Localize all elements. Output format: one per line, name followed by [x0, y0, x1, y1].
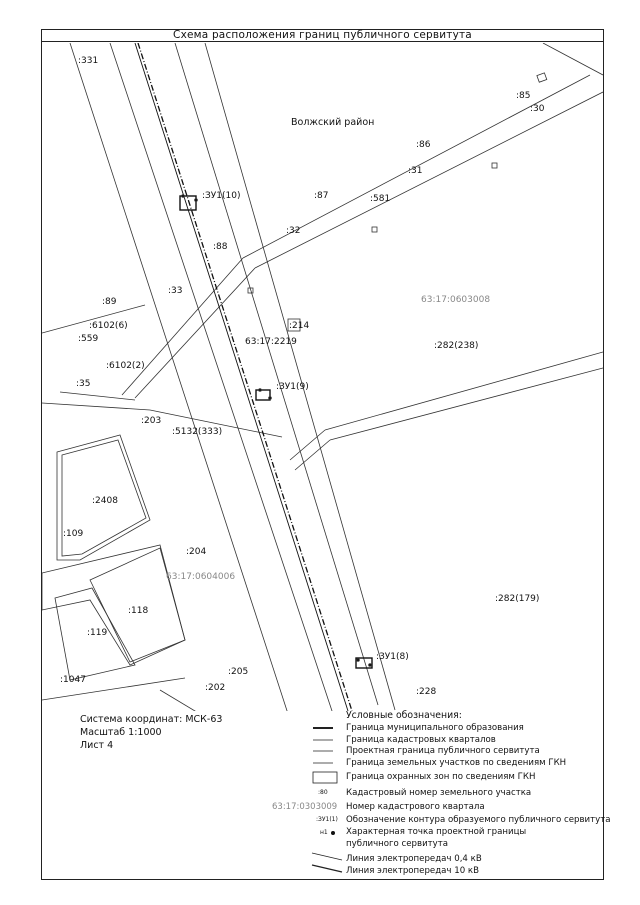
legend-item: Граница охранных зон по сведениям ГКН — [346, 772, 536, 782]
parcel-label: :86 — [416, 140, 431, 150]
legend-symbol-point — [331, 831, 335, 835]
road-edge-line — [330, 368, 603, 440]
parcel-label: :559 — [78, 334, 99, 344]
parcel-label: :1047 — [60, 675, 86, 685]
legend-symbol-power-line-04 — [312, 853, 342, 860]
parcel-label: :87 — [314, 191, 329, 201]
legend-item: Линия электропередач 0,4 кВ — [346, 854, 482, 864]
coord-system-text: Система координат: МСК-63 — [80, 714, 223, 725]
parcel-outline — [42, 545, 185, 665]
power-line-04kv — [135, 43, 348, 711]
parcel-label: :119 — [87, 628, 108, 638]
parcel-label: :6102(6) — [89, 321, 128, 331]
parcel-label: :2408 — [92, 496, 118, 506]
legend-heading: Условные обозначения: — [346, 710, 462, 721]
parcel-label: :31 — [408, 166, 423, 176]
protection-zone-marker — [492, 163, 497, 168]
parcel-label: :6102(2) — [106, 361, 145, 371]
scale-text: Масштаб 1:1000 — [80, 727, 162, 738]
servitude-label: :ЗУ1(9) — [276, 382, 309, 392]
parcel-boundary-line — [543, 43, 603, 75]
road-edge-line — [325, 352, 603, 430]
servitude-label: :ЗУ1(10) — [202, 191, 241, 201]
boundary-point — [195, 199, 198, 202]
parcel-label: :282(238) — [434, 341, 479, 351]
protection-zone-marker — [537, 73, 547, 82]
parcel-boundary-line — [205, 43, 395, 710]
parcel-label: :118 — [128, 606, 149, 616]
parcel-label: :282(179) — [495, 594, 540, 604]
sheet-number-text: Лист 4 — [80, 740, 114, 751]
legend-symbol-power-line-10 — [312, 865, 342, 872]
parcel-label: :205 — [228, 667, 249, 677]
parcel-label: :109 — [63, 529, 84, 539]
power-line-10kv — [138, 43, 352, 711]
legend-item: Линия электропередач 10 кВ — [346, 866, 479, 876]
boundary-point — [259, 389, 262, 392]
road-edge-line — [135, 268, 255, 398]
road-edge-line — [122, 258, 243, 395]
map-title: Схема расположения границ публичного сервитута — [41, 29, 604, 42]
parcel-label: :88 — [213, 242, 228, 252]
parcel-label: :35 — [76, 379, 91, 389]
parcel-boundary-line — [175, 43, 378, 705]
legend-item: Кадастровый номер земельного участка — [346, 788, 532, 798]
servitude-contour-zu9 — [256, 390, 270, 400]
boundary-point — [369, 664, 372, 667]
legend-item: Характерная точка проектной границы — [346, 827, 527, 837]
boundary-point — [182, 195, 185, 198]
legend-item: Проектная граница публичного сервитута — [346, 746, 540, 756]
road-edge-line — [295, 440, 330, 470]
parcel-boundary-line — [42, 403, 150, 410]
legend-sample-label: :80 — [318, 789, 328, 796]
legend-symbol-protection-zone — [313, 772, 337, 783]
boundary-point — [357, 659, 360, 662]
parcel-label: :89 — [102, 297, 117, 307]
building-outline — [90, 548, 185, 662]
parcel-label: :581 — [370, 194, 391, 204]
cadastral-quarter-label: 63:17:0604006 — [166, 572, 236, 582]
parcel-label: :214 — [289, 321, 310, 331]
district-label: Волжский район — [291, 117, 375, 128]
legend-item: Граница муниципального образования — [346, 723, 524, 733]
protection-zone-marker — [372, 227, 377, 232]
parcel-label: 63:17:2219 — [245, 337, 297, 347]
parcel-label: :203 — [141, 416, 162, 426]
legend-sample-label: :ЗУ1(1) — [316, 816, 338, 823]
legend-item: Обозначение контура образуемого публичного сервитута — [346, 815, 611, 825]
parcel-label: :32 — [286, 226, 301, 236]
legend-sample-label: 63:17:0303009 — [272, 802, 338, 812]
parcel-label: :85 — [516, 91, 531, 101]
parcel-label: :202 — [205, 683, 226, 693]
legend-item: Номер кадастрового квартала — [346, 802, 485, 812]
parcel-label: :30 — [530, 104, 545, 114]
legend-item: публичного сервитута — [346, 839, 449, 849]
legend-item: Граница земельных участков по сведениям ГКН — [346, 758, 567, 768]
legend-sample-label: н1 — [320, 829, 328, 836]
legend-item: Граница кадастровых кварталов — [346, 735, 496, 745]
boundary-point — [269, 397, 272, 400]
cadastral-quarter-label: 63:17:0603008 — [421, 295, 491, 305]
parcel-boundary-line — [70, 43, 290, 720]
servitude-label: :ЗУ1(8) — [376, 652, 409, 662]
parcel-label: :204 — [186, 547, 207, 557]
parcel-label: :228 — [416, 687, 437, 697]
parcel-label: :5132(333) — [172, 427, 223, 437]
parcel-label: :331 — [78, 56, 99, 66]
parcel-label: :33 — [168, 286, 183, 296]
